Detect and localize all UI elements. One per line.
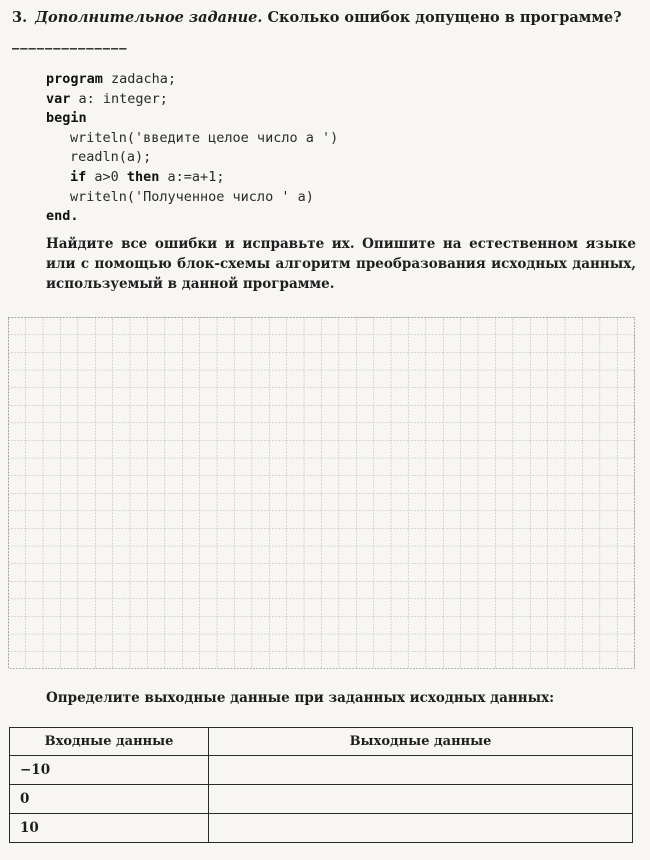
table-row — [10, 814, 633, 843]
code-line — [46, 188, 338, 208]
task-title: Дополнительное задание. — [35, 9, 263, 26]
code-keyword: var — [46, 90, 71, 107]
input-cell: −10 — [10, 756, 209, 785]
task-header — [12, 6, 640, 54]
code-line — [46, 207, 338, 227]
code-line — [46, 70, 338, 90]
table-row — [10, 785, 633, 814]
code-text: writeln('Полученное число ' a) — [70, 188, 314, 205]
answer-grid[interactable] — [8, 317, 635, 669]
table-row — [10, 756, 633, 785]
output-cell[interactable] — [209, 785, 633, 814]
task-question: Сколько ошибок допущено в программе? — [267, 9, 622, 26]
code-line — [46, 129, 338, 149]
code-keyword: if — [70, 168, 87, 185]
code-text: a: integer; — [70, 90, 168, 107]
code-keyword: end. — [46, 208, 79, 225]
output-cell[interactable] — [209, 814, 633, 843]
instructions: Найдите все ошибки и исправьте их. Опишите на естественном языке или с помощью блок-схемы алгоритм преобразования исходных данных, используемый в данной программе. — [46, 236, 636, 292]
output-cell[interactable] — [209, 756, 633, 785]
code-keyword: begin — [46, 110, 87, 127]
answer-blank[interactable]: ______________ — [12, 33, 128, 50]
code-line — [46, 148, 338, 168]
table-header-row — [10, 728, 633, 756]
code-line — [46, 109, 338, 129]
code-line — [46, 90, 338, 110]
code-keyword: program — [46, 71, 103, 87]
io-table — [9, 727, 633, 843]
code-listing — [46, 70, 338, 227]
code-text: writeln('введите целое число a ') — [70, 129, 339, 146]
task-number: 3. — [12, 9, 28, 26]
code-keyword: then — [126, 168, 160, 185]
code-text: zadacha; — [102, 71, 177, 87]
output-prompt: Определите выходные данные при заданных исходных данных: — [46, 690, 555, 706]
code-text: a>0 — [86, 168, 127, 185]
header-output: Выходные данные — [209, 728, 633, 756]
code-line — [46, 168, 338, 188]
code-text: a:=a+1; — [159, 168, 225, 185]
header-input: Входные данные — [10, 728, 209, 756]
code-text: readln(a); — [70, 149, 152, 166]
input-cell: 0 — [10, 785, 209, 814]
input-cell: 10 — [10, 814, 209, 843]
